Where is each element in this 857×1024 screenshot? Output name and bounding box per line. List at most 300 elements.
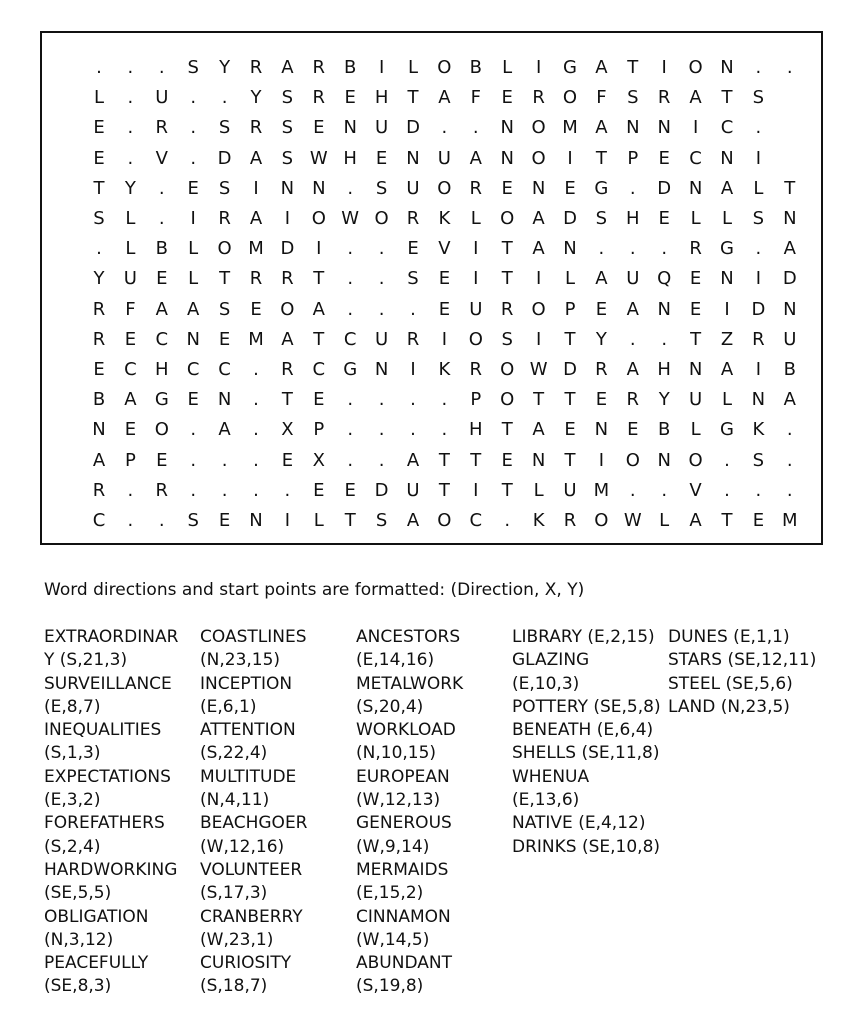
grid-cell: G <box>563 57 577 78</box>
word-list-entry: FOREFATHERS <box>44 813 165 834</box>
grid-cell: I <box>567 147 573 169</box>
grid-cell: . <box>661 479 668 501</box>
grid-cell: S <box>595 208 608 229</box>
grid-cell: Y <box>595 328 607 350</box>
word-list-entry: ANCESTORS <box>356 627 461 647</box>
grid-cell: A <box>720 177 734 199</box>
grid-cell: O <box>280 298 295 320</box>
grid-cell: . <box>221 449 228 471</box>
grid-cell: L <box>188 268 199 290</box>
grid-cell: N <box>720 147 734 169</box>
grid-cell: O <box>688 449 703 471</box>
word-list-entry: WORKLOAD <box>356 720 456 741</box>
grid-cell: . <box>629 479 636 501</box>
grid-cell: T <box>438 449 450 471</box>
grid-cell: U <box>563 479 577 501</box>
word-list-entry: CRANBERRY <box>200 906 303 927</box>
grid-cell: . <box>253 389 259 411</box>
grid-cell: X <box>281 419 294 441</box>
grid-cell: T <box>281 389 293 411</box>
grid-cell: E <box>658 147 670 169</box>
grid-cell: E <box>564 177 576 199</box>
grid-cell: . <box>190 479 197 501</box>
grid-cell: A <box>218 419 231 441</box>
grid-cell: C <box>218 359 231 380</box>
word-list-entry: (SE,8,3) <box>44 976 112 997</box>
grid-cell: I <box>378 57 385 78</box>
grid-cell: Z <box>720 328 734 350</box>
grid-cell: R <box>657 87 671 109</box>
grid-cell: E <box>124 328 137 350</box>
grid-cell: E <box>218 510 231 531</box>
grid-cell: L <box>753 177 764 199</box>
grid-cell: . <box>253 479 259 501</box>
grid-cell: E <box>93 147 105 169</box>
word-list-entry: SHELLS (SE,11,8) <box>512 743 660 764</box>
grid-cell: D <box>751 298 766 320</box>
grid-cell: T <box>721 87 733 109</box>
grid-cell: G <box>720 419 734 441</box>
grid-cell: E <box>564 419 576 441</box>
grid-cell: O <box>594 510 609 531</box>
grid-cell: E <box>501 177 513 199</box>
grid-cell: U <box>469 298 483 320</box>
grid-cell: H <box>343 147 357 169</box>
grid-cell: E <box>93 117 105 139</box>
grid-cell: . <box>96 57 102 78</box>
grid-cell: E <box>595 298 608 320</box>
word-list-column-5 <box>668 626 816 719</box>
grid-cell: H <box>469 419 483 441</box>
grid-cell: O <box>688 57 703 78</box>
grid-cell: . <box>786 57 793 78</box>
grid-cell: N <box>626 117 640 139</box>
grid-cell: I <box>473 479 479 501</box>
grid-cell: T <box>501 419 513 441</box>
grid-cell: S <box>375 177 388 199</box>
grid-cell: A <box>595 57 608 78</box>
grid-cell: A <box>783 238 796 260</box>
grid-cell: . <box>472 117 479 139</box>
grid-cell: R <box>218 208 231 229</box>
grid-cell: N <box>249 510 263 531</box>
grid-cell: S <box>752 449 765 471</box>
grid-cell: R <box>155 479 169 501</box>
grid-cell: H <box>374 87 389 109</box>
grid-cell: R <box>532 87 545 109</box>
grid-cell: F <box>125 298 136 320</box>
grid-cell: A <box>92 449 106 471</box>
grid-cell: E <box>689 268 702 290</box>
grid-cell: C <box>155 328 169 350</box>
grid-cell: T <box>438 479 450 501</box>
grid-cell: C <box>720 117 734 139</box>
grid-cell: T <box>470 449 482 471</box>
grid-cell: I <box>441 328 448 350</box>
grid-cell: I <box>692 117 699 139</box>
word-list-entry: (E,13,6) <box>512 790 580 811</box>
grid-cell: . <box>127 87 134 109</box>
grid-cell: M <box>782 510 798 531</box>
word-list-entry: (N,4,11) <box>200 790 270 811</box>
grid-cell: A <box>783 389 796 411</box>
grid-cell: I <box>755 147 762 169</box>
grid-cell: . <box>347 419 354 441</box>
word-list-entry: STEEL (SE,5,6) <box>668 673 793 694</box>
word-list-entry: (E,10,3) <box>512 673 580 694</box>
word-list-entry: (S,2,4) <box>44 836 101 857</box>
word-list-entry: ABUNDANT <box>356 953 452 974</box>
grid-cell: . <box>190 419 197 441</box>
grid-cell: O <box>154 419 169 441</box>
grid-cell: L <box>690 419 701 441</box>
word-list-entry: (N,23,15) <box>200 650 281 671</box>
word-list-entry: SURVEILLANCE <box>44 673 172 694</box>
grid-cell: E <box>658 208 670 229</box>
grid-cell: H <box>155 359 169 380</box>
grid-cell: T <box>219 268 231 290</box>
grid-cell: I <box>755 359 762 380</box>
grid-cell: R <box>281 268 294 290</box>
grid-cell: E <box>689 298 702 320</box>
grid-cell: . <box>158 177 165 199</box>
grid-cell: T <box>313 268 325 290</box>
grid-cell: T <box>93 177 105 199</box>
grid-cell: I <box>661 57 667 78</box>
grid-cell: I <box>473 238 479 260</box>
grid-cell: W <box>529 359 548 380</box>
grid-cell: . <box>284 479 291 501</box>
grid-cell: O <box>531 147 546 169</box>
grid-cell: V <box>689 479 702 501</box>
grid-cell: L <box>125 238 136 260</box>
word-list-entry: (S,1,3) <box>44 743 101 764</box>
word-list-entry: DRINKS (SE,10,8) <box>512 836 661 857</box>
grid-cell: U <box>375 328 389 350</box>
grid-cell: I <box>535 328 542 350</box>
grid-cell: W <box>309 147 328 169</box>
word-list-entry: COASTLINES <box>200 627 307 647</box>
grid-cell: I <box>190 208 196 229</box>
grid-cell: A <box>438 87 451 109</box>
grid-cell: E <box>438 268 451 290</box>
word-list-entry: CINNAMON <box>356 906 451 927</box>
grid-cell: O <box>531 298 546 320</box>
grid-cell: L <box>313 510 324 531</box>
grid-cell: S <box>187 57 199 78</box>
grid-cell: E <box>407 238 419 260</box>
grid-cell: Y <box>93 268 105 290</box>
grid-cell: R <box>563 510 577 531</box>
grid-cell: E <box>344 87 356 109</box>
word-list-entry: (N,10,15) <box>356 743 437 764</box>
grid-cell: D <box>374 479 389 501</box>
grid-cell: L <box>93 87 105 109</box>
grid-cell: . <box>190 87 197 109</box>
word-list-entry: (N,3,12) <box>44 929 114 950</box>
grid-cell: N <box>92 419 106 441</box>
grid-cell: R <box>249 268 263 290</box>
word-list-entry: LAND (N,23,5) <box>668 696 790 717</box>
word-list-entry: PEACEFULLY <box>44 953 149 974</box>
grid-cell: . <box>378 298 385 320</box>
grid-cell: R <box>281 359 294 380</box>
grid-cell: . <box>347 389 354 411</box>
grid-cell: R <box>155 117 169 139</box>
word-list-entry: (E,8,7) <box>44 696 101 717</box>
word-search-grid-frame <box>40 31 823 545</box>
grid-cell: G <box>720 238 734 260</box>
grid-cell: U <box>689 389 703 411</box>
grid-cell: O <box>531 117 546 139</box>
grid-cell: T <box>407 87 419 109</box>
word-list-entry: WHENUA <box>512 766 590 787</box>
word-list-entry: (S,19,8) <box>356 976 424 997</box>
grid-cell: L <box>125 208 136 229</box>
word-list-entry: LIBRARY (E,2,15) <box>512 627 655 647</box>
grid-cell: B <box>658 419 671 441</box>
grid-cell: U <box>155 87 169 109</box>
grid-cell: X <box>312 449 325 471</box>
grid-cell: . <box>127 479 134 501</box>
grid-cell: . <box>347 298 354 320</box>
grid-cell: M <box>248 238 264 260</box>
grid-cell: L <box>659 510 670 531</box>
grid-cell: . <box>441 389 448 411</box>
grid-cell: L <box>721 208 733 229</box>
grid-cell: C <box>186 359 200 380</box>
grid-cell: L <box>407 57 419 78</box>
grid-cell: . <box>378 238 385 260</box>
grid-cell: T <box>564 328 576 350</box>
grid-cell: E <box>595 389 608 411</box>
grid-cell: Y <box>658 389 670 411</box>
grid-cell: P <box>564 298 576 320</box>
grid-cell: N <box>751 389 766 411</box>
grid-cell: T <box>627 57 639 78</box>
grid-cell: O <box>468 328 483 350</box>
grid-cell: E <box>156 449 168 471</box>
grid-cell: E <box>187 389 199 411</box>
grid-cell: D <box>563 359 577 380</box>
grid-cell: S <box>187 510 199 531</box>
grid-cell: A <box>187 298 200 320</box>
grid-cell: S <box>93 208 105 229</box>
grid-cell: . <box>347 177 354 199</box>
grid-cell: M <box>593 479 610 501</box>
word-list-entry: (E,14,16) <box>356 650 435 671</box>
grid-cell: . <box>410 298 416 320</box>
word-list-entry: CURIOSITY <box>200 953 292 974</box>
grid-cell: . <box>629 177 636 199</box>
grid-cell: I <box>535 57 542 78</box>
grid-cell: . <box>786 479 793 501</box>
grid-cell: N <box>280 177 295 199</box>
grid-cell: P <box>627 147 639 169</box>
grid-cell: V <box>155 147 168 169</box>
grid-cell: I <box>253 177 259 199</box>
grid-cell: E <box>313 479 325 501</box>
grid-cell: S <box>281 117 294 139</box>
grid-cell: E <box>375 147 388 169</box>
grid-cell: O <box>562 87 578 109</box>
word-list-entry: NATIVE (E,4,12) <box>512 813 646 834</box>
grid-cell: S <box>501 328 513 350</box>
grid-cell: C <box>469 510 483 531</box>
grid-cell: S <box>752 87 765 109</box>
word-list-entry: MULTITUDE <box>200 766 297 787</box>
grid-cell: K <box>532 510 545 531</box>
grid-cell: . <box>661 238 668 260</box>
grid-cell: K <box>438 208 451 229</box>
grid-cell: E <box>438 298 451 320</box>
grid-cell: U <box>123 268 137 290</box>
grid-cell: L <box>502 57 513 78</box>
grid-cell: O <box>437 510 452 531</box>
grid-cell: F <box>596 87 607 109</box>
word-list-entry: (S,17,3) <box>200 883 268 904</box>
grid-cell: F <box>470 87 481 109</box>
grid-cell: W <box>341 208 360 229</box>
grid-cell: R <box>249 117 263 139</box>
grid-cell: T <box>784 177 796 199</box>
grid-cell: E <box>313 117 325 139</box>
grid-cell: O <box>217 238 232 260</box>
word-list-column-1 <box>44 626 178 999</box>
grid-cell: E <box>187 177 199 199</box>
grid-cell: . <box>347 449 354 471</box>
grid-cell: . <box>127 117 134 139</box>
grid-cell: R <box>92 479 106 501</box>
grid-cell: U <box>406 479 420 501</box>
grid-cell: H <box>626 208 640 229</box>
grid-cell: A <box>720 359 734 380</box>
grid-cell: A <box>406 449 420 471</box>
word-list-entry: EXPECTATIONS <box>44 766 171 787</box>
grid-cell: . <box>755 479 762 501</box>
grid-cell: T <box>721 510 733 531</box>
word-list-entry: Y (S,21,3) <box>44 650 128 671</box>
grid-cell: D <box>217 147 232 169</box>
word-list-entry: (W,12,13) <box>356 790 441 811</box>
grid-cell: U <box>406 177 420 199</box>
grid-cell: A <box>406 510 420 531</box>
grid-cell: W <box>623 510 642 531</box>
grid-cell: E <box>93 359 105 380</box>
grid-cell: C <box>689 147 702 169</box>
grid-cell: . <box>253 449 259 471</box>
grid-cell: E <box>344 479 356 501</box>
word-list-entry: EUROPEAN <box>356 766 450 787</box>
grid-cell: A <box>249 147 263 169</box>
grid-cell: O <box>500 208 515 229</box>
grid-cell: . <box>127 147 134 169</box>
grid-cell: N <box>500 117 514 139</box>
grid-cell: U <box>437 147 451 169</box>
grid-cell: S <box>281 87 294 109</box>
grid-cell: O <box>500 359 515 380</box>
grid-cell: E <box>250 298 262 320</box>
grid-cell: T <box>313 328 325 350</box>
grid-cell: C <box>124 359 137 380</box>
grid-cell: E <box>313 389 325 411</box>
grid-cell: R <box>312 57 326 78</box>
grid-cell: . <box>158 510 165 531</box>
grid-cell: . <box>629 238 636 260</box>
grid-cell: R <box>92 328 106 350</box>
grid-cell: Y <box>250 87 262 109</box>
grid-cell: . <box>504 510 511 531</box>
grid-cell: A <box>595 117 608 139</box>
word-list-entry: ATTENTION <box>200 720 296 741</box>
word-list-entry: OBLIGATION <box>44 906 149 927</box>
word-list-entry: (E,3,2) <box>44 790 101 811</box>
grid-cell: I <box>284 510 291 531</box>
grid-cell: E <box>501 87 513 109</box>
grid-cell: I <box>284 208 291 229</box>
grid-cell: I <box>316 238 322 260</box>
grid-cell: N <box>531 177 546 199</box>
grid-cell: T <box>501 479 513 501</box>
grid-cell: G <box>154 389 169 411</box>
word-list-entry: DUNES (E,1,1) <box>668 627 790 647</box>
grid-cell: E <box>156 268 168 290</box>
grid-cell: E <box>501 449 513 471</box>
grid-cell: . <box>221 87 228 109</box>
grid-cell: A <box>532 238 545 260</box>
grid-cell: N <box>657 298 671 320</box>
grid-cell: K <box>752 419 765 441</box>
grid-cell: R <box>689 238 702 260</box>
word-list-entry: (W,9,14) <box>356 836 430 857</box>
grid-cell: S <box>218 117 231 139</box>
grid-cell: . <box>127 510 134 531</box>
grid-cell: L <box>470 208 481 229</box>
grid-cell: R <box>595 359 608 380</box>
word-list-column-4 <box>512 626 661 859</box>
grid-cell: T <box>690 328 702 350</box>
grid-cell: Y <box>219 57 231 78</box>
grid-cell: N <box>657 449 671 471</box>
word-list-entry: INCEPTION <box>200 673 293 694</box>
grid-cell: T <box>501 268 513 290</box>
grid-cell: O <box>311 208 326 229</box>
grid-cell: . <box>755 57 762 78</box>
grid-cell: B <box>469 57 482 78</box>
grid-cell: N <box>783 208 797 229</box>
grid-cell: N <box>688 177 703 199</box>
grid-cell: R <box>92 298 106 320</box>
grid-cell: A <box>532 208 545 229</box>
grid-cell: B <box>92 389 106 411</box>
word-list-entry: POTTERY (SE,5,8) <box>512 696 661 717</box>
grid-cell: T <box>564 389 576 411</box>
grid-cell: I <box>598 449 605 471</box>
grid-cell: L <box>188 238 199 260</box>
grid-cell: R <box>469 177 483 199</box>
grid-cell: C <box>92 510 106 531</box>
grid-cell: O <box>437 57 452 78</box>
word-list-entry: BEACHGOER <box>200 813 308 834</box>
grid-cell: N <box>783 298 797 320</box>
grid-cell: D <box>280 238 295 260</box>
grid-cell: H <box>657 359 671 380</box>
grid-cell: A <box>124 389 137 411</box>
grid-cell: . <box>378 449 385 471</box>
grid-cell: U <box>626 268 640 290</box>
grid-cell: L <box>721 389 733 411</box>
grid-cell: . <box>158 57 165 78</box>
